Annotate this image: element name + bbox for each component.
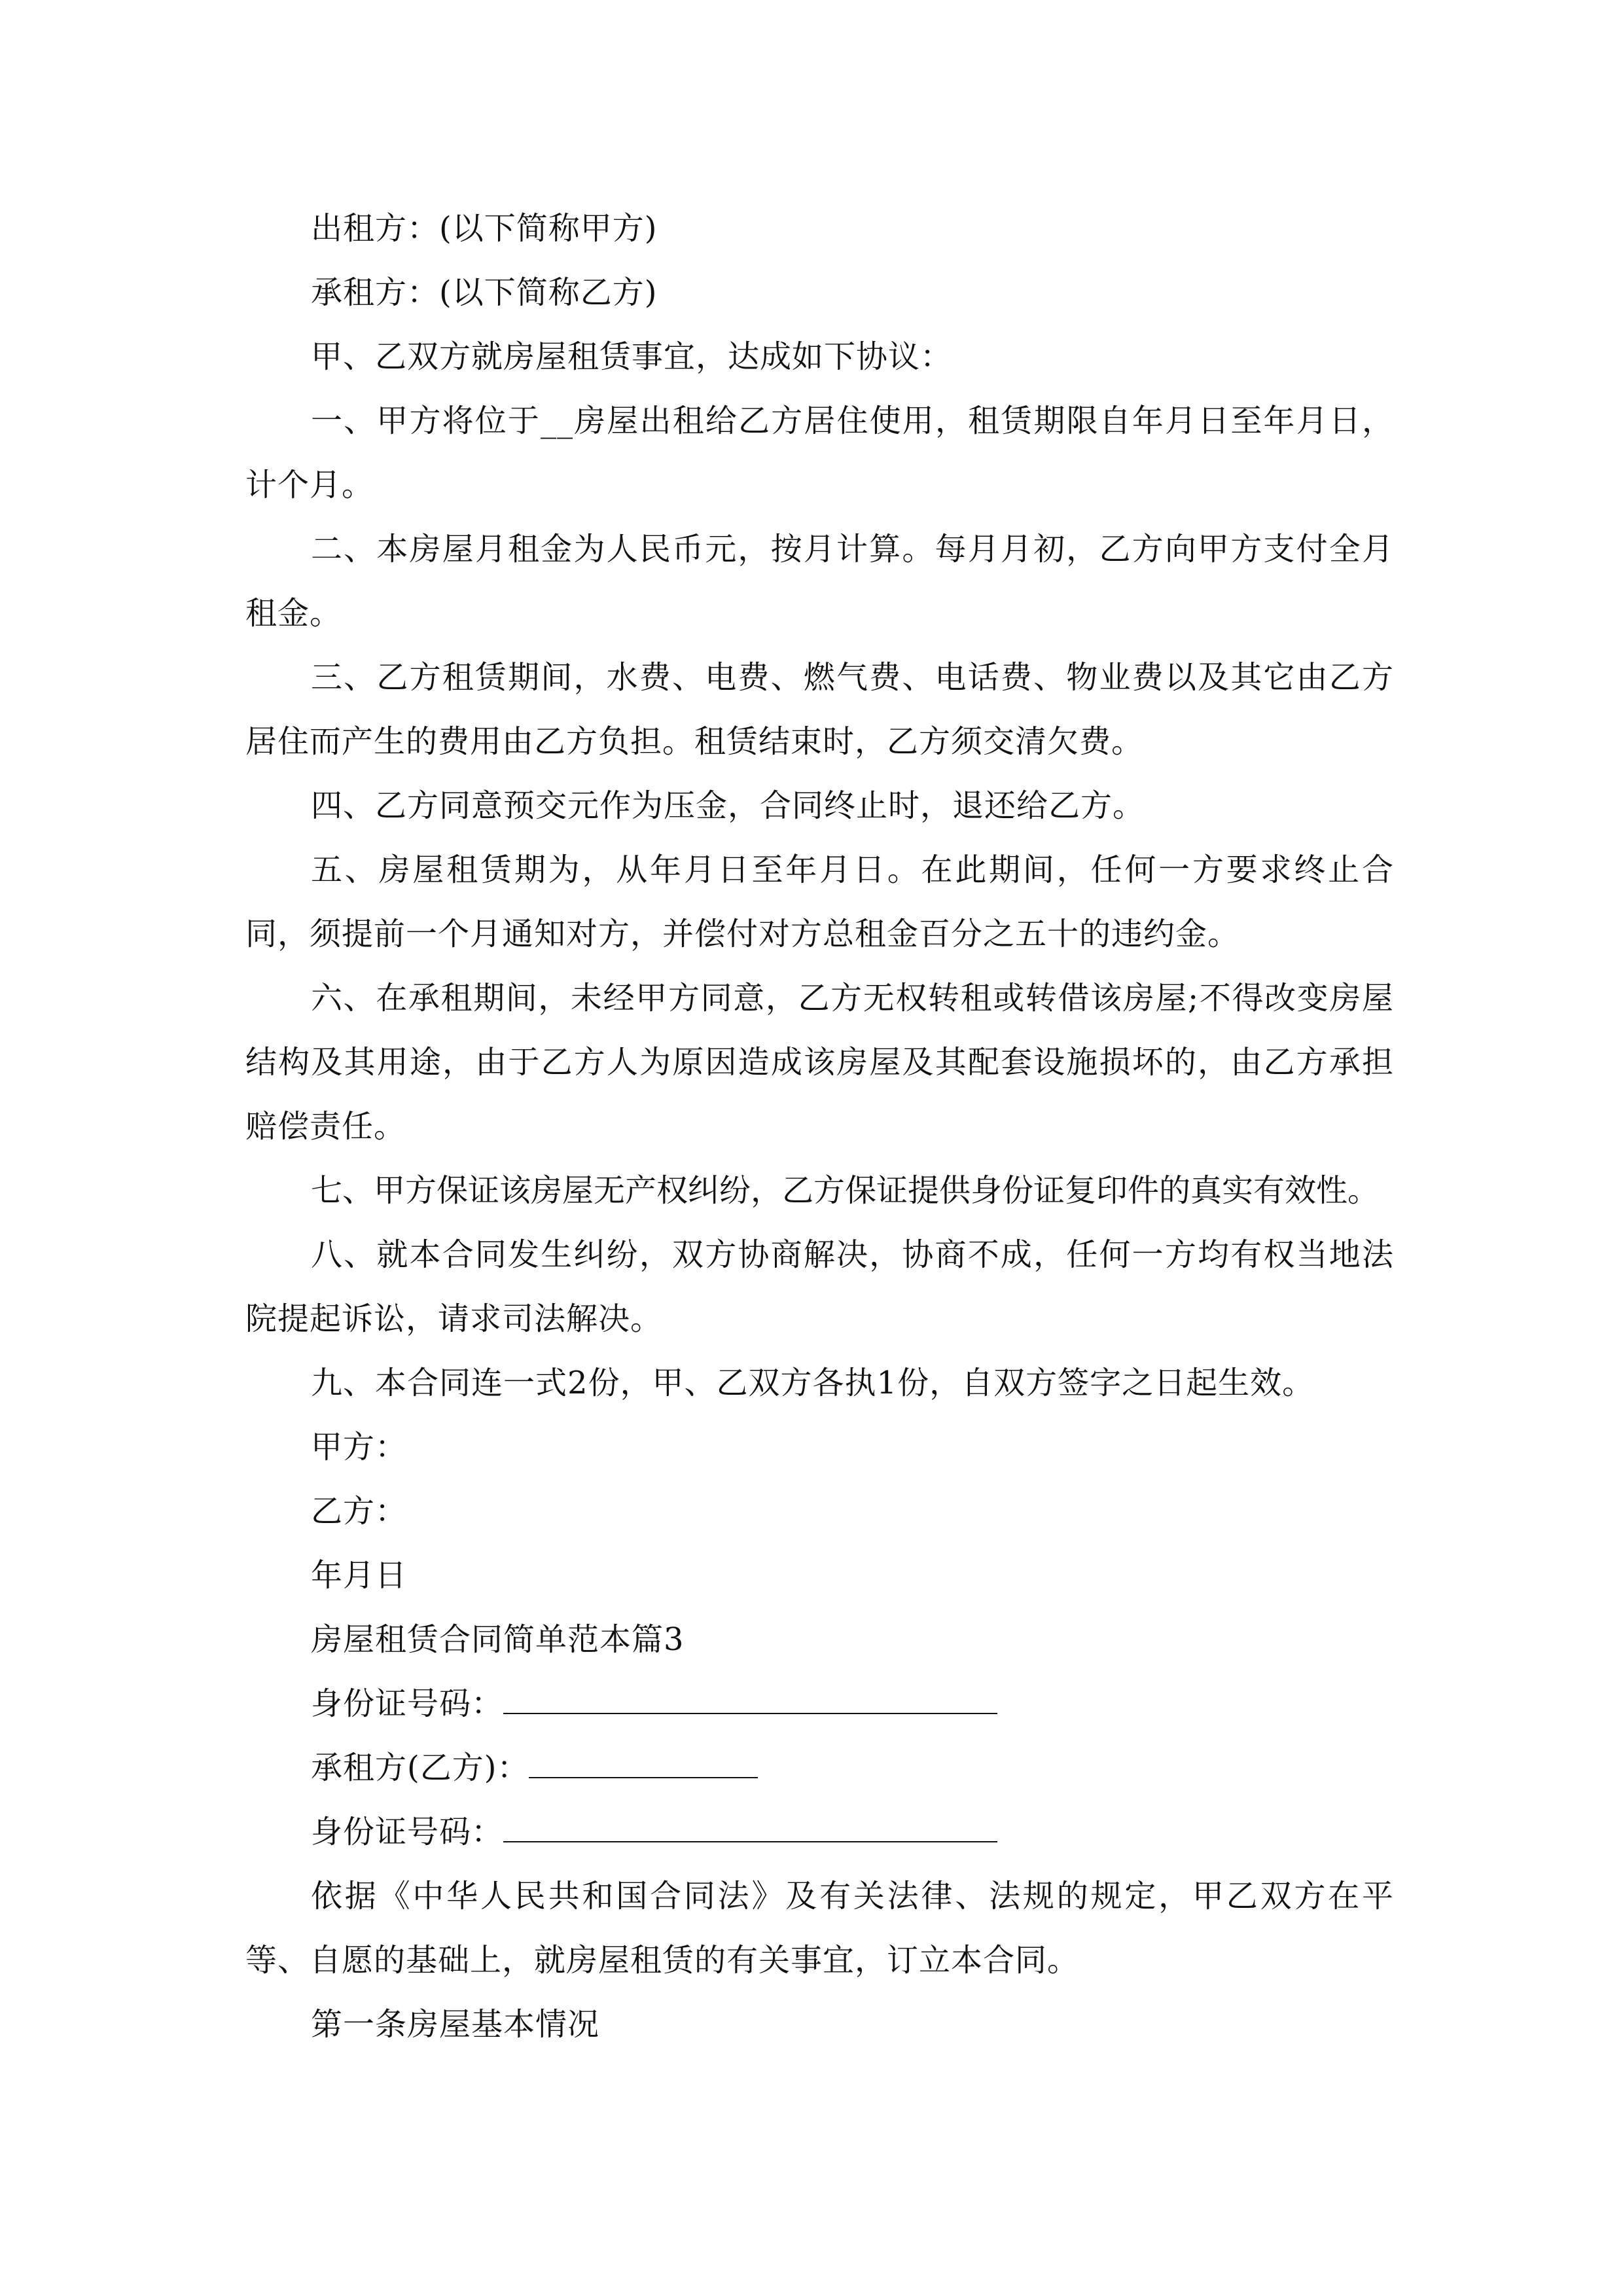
document-body (245, 196, 1394, 2056)
id-number-label: 身份证号码： (311, 1814, 504, 1850)
clause-2: 二、本房屋月租金为人民币元，按月计算。每月月初，乙方向甲方支付全月租金。 (245, 531, 1394, 632)
lessor-line: 出租方：(以下简称甲方) (311, 210, 658, 247)
agreement-intro: 甲、乙双方就房屋租赁事宜，达成如下协议： (311, 338, 953, 375)
clause-4: 四、乙方同意预交元作为压金，合同终止时，退还给乙方。 (311, 787, 1145, 824)
clause-6: 六、在承租期间，未经甲方同意，乙方无权转租或转借该房屋;不得改变房屋结构及其用途，由于乙方人为原因造成该房屋及其配套设施损坏的，由乙方承担赔偿责任。 (245, 980, 1394, 1145)
article-one-heading: 第一条房屋基本情况 (311, 2006, 600, 2043)
clause-7: 七、甲方保证该房屋无产权纠纷，乙方保证提供身份证复印件的真实有效性。 (311, 1172, 1380, 1209)
lessee-row (245, 1736, 1394, 1800)
clause-5: 五、房屋租赁期为，从年月日至年月日。在此期间，任何一方要求终止合同，须提前一个月通知对方，并偿付对方总租金百分之五十的违约金。 (245, 852, 1394, 952)
signature-date: 年月日 (311, 1557, 408, 1594)
clause-9: 九、本合同连一式2份，甲、乙双方各执1份，自双方签字之日起生效。 (311, 1365, 1315, 1401)
id-number-blank (503, 1808, 997, 1842)
basis-paragraph: 依据《中华人民共和国合同法》及有关法律、法规的规定，甲乙双方在平等、自愿的基础上，就房屋租赁的有关事宜，订立本合同。 (245, 1878, 1394, 1979)
lessee-blank (529, 1744, 758, 1778)
lessee-label: 承租方(乙方)： (311, 1749, 529, 1786)
id-number-blank (503, 1680, 997, 1714)
party-b-signature: 乙方： (311, 1493, 408, 1530)
id-number-label: 身份证号码： (311, 1685, 504, 1722)
id-number-row-2 (245, 1800, 1394, 1864)
section-title: 房屋租赁合同简单范本篇3 (311, 1621, 685, 1658)
lessee-line: 承租方：(以下简称乙方) (311, 274, 658, 311)
clause-1: 一、甲方将位于__房屋出租给乙方居住使用，租赁期限自年月日至年月日，计个月。 (245, 403, 1394, 503)
clause-8: 八、就本合同发生纠纷，双方协商解决，协商不成，任何一方均有权当地法院提起诉讼，请求司法解决。 (245, 1236, 1394, 1337)
id-number-row-1 (245, 1672, 1394, 1736)
clause-3: 三、乙方租赁期间，水费、电费、燃气费、电话费、物业费以及其它由乙方居住而产生的费用由乙方负担。租赁结束时，乙方须交清欠费。 (245, 659, 1394, 760)
party-a-signature: 甲方： (311, 1429, 408, 1465)
